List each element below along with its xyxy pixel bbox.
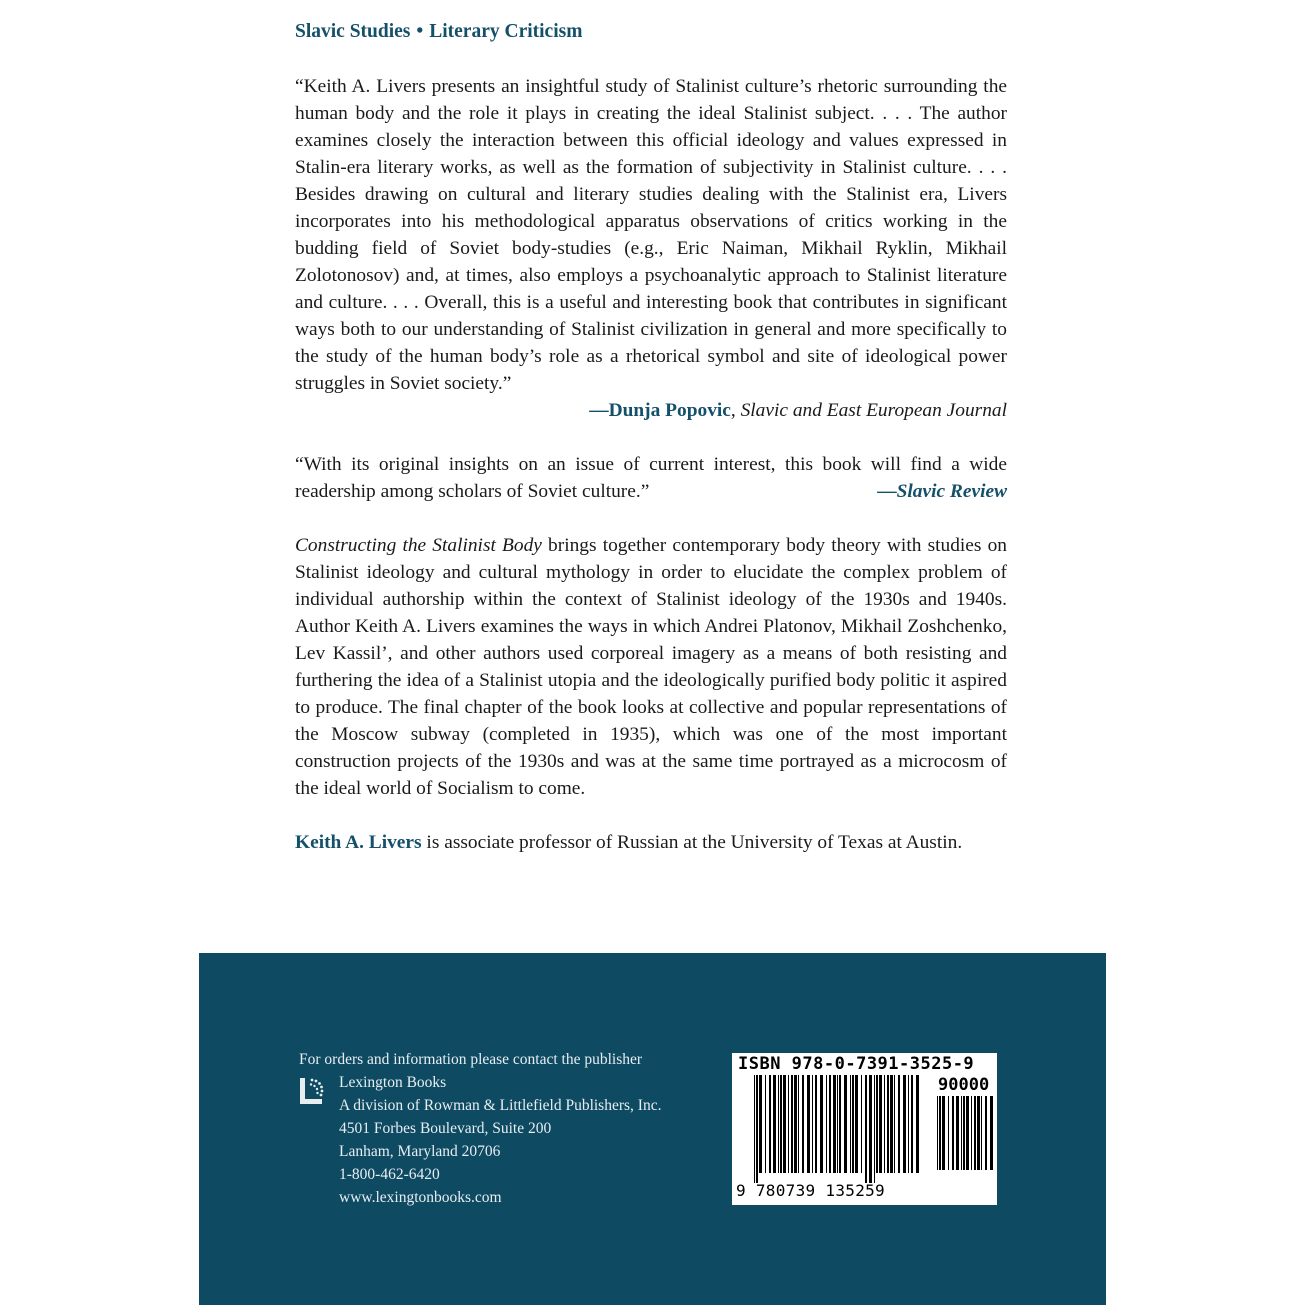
barcode-bar bbox=[833, 1075, 836, 1173]
barcode-bar bbox=[948, 1096, 949, 1170]
category-bullet: • bbox=[416, 21, 424, 42]
price-code: 90000 bbox=[938, 1075, 990, 1095]
barcode-bar bbox=[894, 1075, 895, 1173]
review-1-attribution bbox=[295, 397, 1007, 424]
barcode-bar bbox=[837, 1075, 838, 1173]
barcode-bar bbox=[765, 1075, 766, 1173]
ean-digits: 9 780739 135259 bbox=[736, 1181, 885, 1200]
barcode-bar bbox=[865, 1075, 867, 1183]
barcode-bar bbox=[903, 1075, 906, 1173]
barcode-bar bbox=[977, 1096, 980, 1170]
publisher-info bbox=[299, 1048, 661, 1209]
barcode-bar bbox=[778, 1075, 779, 1173]
barcode-bar bbox=[990, 1096, 993, 1170]
barcode-bar bbox=[890, 1075, 893, 1173]
barcode-bar bbox=[869, 1075, 872, 1183]
barcode-bar bbox=[884, 1075, 885, 1173]
review-1-text: “Keith A. Livers presents an insightful study of Stalinist culture’s rhetoric surrounding the human body and the role it plays in creating the ideal Stalinist subject. . . . The author examines closely the interaction between this official ideology and values expressed in Stalin-era literary works, as well as the formation of subjectivity in Stalinist culture. . . . Besides drawing on cultural and literary studies dealing with the Stalinist era, Livers incorporates into his methodological apparatus observations of critics working in the budding field of Soviet body-studies (e.g., Eric Naiman, Mikhail Ryklin, Mikhail Zolotonosov) and, at times, also employs a psychoanalytic approach to Stalinist literature and culture. . . . Overall, this is a useful and interesting book that contributes in significant ways both to our understanding of Stalinist civilization in general and more specifically to the study of the human body’s role as a rhetorical symbol and site of ideological power struggles in Soviet society.” bbox=[295, 76, 1007, 394]
publisher-website: www.lexingtonbooks.com bbox=[339, 1189, 502, 1206]
publisher-city: Lanham, Maryland 20706 bbox=[339, 1143, 501, 1160]
barcode-bar bbox=[911, 1075, 913, 1173]
barcode-bar bbox=[937, 1096, 938, 1170]
barcode-bar bbox=[783, 1075, 786, 1173]
category-literary-criticism: Literary Criticism bbox=[429, 21, 583, 42]
barcode-bar bbox=[985, 1096, 987, 1170]
barcode-bar bbox=[963, 1096, 965, 1170]
barcode-bar bbox=[815, 1075, 817, 1173]
barcode-bar bbox=[802, 1075, 804, 1173]
barcode-bar bbox=[829, 1075, 831, 1173]
publisher-street: 4501 Forbes Boulevard, Suite 200 bbox=[339, 1120, 552, 1137]
barcode-bar bbox=[798, 1075, 799, 1173]
barcode-bar bbox=[844, 1075, 847, 1173]
review-1-reviewer: Dunja Popovic bbox=[608, 400, 731, 421]
barcode-bar bbox=[780, 1075, 782, 1173]
barcode-bar bbox=[887, 1075, 889, 1173]
barcode-bar bbox=[754, 1075, 755, 1183]
author-bio bbox=[295, 829, 1007, 856]
barcode-bar bbox=[952, 1096, 954, 1170]
barcode-bar bbox=[876, 1075, 878, 1173]
barcode-bar bbox=[807, 1075, 810, 1173]
barcode-bar bbox=[974, 1096, 976, 1170]
review-2-attribution bbox=[877, 478, 1007, 505]
publisher-name: Lexington Books bbox=[339, 1074, 447, 1091]
barcode-bar bbox=[956, 1096, 959, 1170]
barcode-bar bbox=[879, 1075, 882, 1173]
publisher-heading: For orders and information please contact the publisher bbox=[299, 1051, 643, 1068]
back-cover-text bbox=[295, 18, 1007, 856]
publisher-panel bbox=[199, 953, 1106, 1305]
category-heading bbox=[295, 18, 1007, 45]
barcode-bar bbox=[839, 1075, 841, 1173]
barcode-bar bbox=[898, 1075, 900, 1173]
barcode-bar bbox=[794, 1075, 797, 1173]
author-bio-text: is associate professor of Russian at the University of Texas at Austin. bbox=[421, 832, 963, 853]
barcode-bar bbox=[971, 1096, 972, 1170]
book-title: Constructing the Stalinist Body bbox=[295, 535, 542, 556]
barcode-bar bbox=[852, 1075, 854, 1173]
barcode-bar bbox=[850, 1075, 851, 1173]
addon-barcode-icon bbox=[937, 1096, 995, 1180]
book-description-text: brings together contemporary body theory with studies on Stalinist ideology and cultural mythology in order to elucidate the complex problem of individual authorship within the context of Stalinist ideology of the 1930s and 1940s. Author Keith A. Livers examines the ways in which Andrei Platonov, Mikhail Zoshchenko, Lev Kassil’, and other authors used corporeal imagery as a means of both resisting and furthering the idea of a Stalinist utopia and the ideologically purified body politic it aspired to produce. The final chapter of the book looks at collective and popular representations of the Moscow subway (completed in 1935), which was one of the most important construction projects of the 1930s and was at the same time portrayed as a microcosm of the ideal world of Socialism to come. bbox=[295, 535, 1007, 799]
isbn-barcode bbox=[732, 1053, 997, 1205]
barcode-bar bbox=[791, 1075, 793, 1173]
review-2-source: Slavic Review bbox=[896, 481, 1007, 502]
review-1-dash: — bbox=[589, 400, 609, 421]
book-description bbox=[295, 532, 1007, 802]
barcode-bar bbox=[773, 1075, 776, 1173]
review-2 bbox=[295, 451, 1007, 505]
barcode-bar bbox=[874, 1075, 875, 1183]
lexington-logo-icon bbox=[299, 1075, 325, 1105]
author-name: Keith A. Livers bbox=[295, 832, 422, 853]
barcode-bar bbox=[788, 1075, 789, 1173]
barcode-bar bbox=[916, 1075, 919, 1173]
barcode-bar bbox=[826, 1075, 827, 1173]
review-2-text: “With its original insights on an issue of current interest, this book will find a wide readership among scholars of Soviet culture.” bbox=[295, 454, 1007, 502]
review-1-comma: , bbox=[730, 400, 741, 421]
barcode-bar bbox=[769, 1075, 771, 1173]
barcode-bar bbox=[820, 1075, 823, 1173]
barcode-bar bbox=[861, 1075, 862, 1173]
review-1-source: Slavic and East European Journal bbox=[740, 400, 1007, 421]
publisher-phone: 1-800-462-6420 bbox=[339, 1166, 440, 1183]
barcode-icon bbox=[754, 1075, 924, 1183]
publisher-division: A division of Rowman & Littlefield Publishers, Inc. bbox=[339, 1097, 662, 1114]
barcode-bar bbox=[961, 1096, 962, 1170]
barcode-bar bbox=[981, 1096, 982, 1170]
barcode-bar bbox=[939, 1096, 941, 1170]
barcode-bar bbox=[759, 1075, 762, 1173]
barcode-bar bbox=[756, 1075, 758, 1183]
isbn-number: ISBN 978-0-7391-3525-9 bbox=[738, 1054, 975, 1074]
barcode-bar bbox=[942, 1096, 945, 1170]
barcode-bar bbox=[908, 1075, 909, 1173]
review-2-dash: — bbox=[877, 481, 897, 502]
barcode-bar bbox=[966, 1096, 969, 1170]
barcode-bar bbox=[855, 1075, 858, 1173]
category-slavic-studies: Slavic Studies bbox=[295, 21, 411, 42]
barcode-bar bbox=[812, 1075, 813, 1173]
